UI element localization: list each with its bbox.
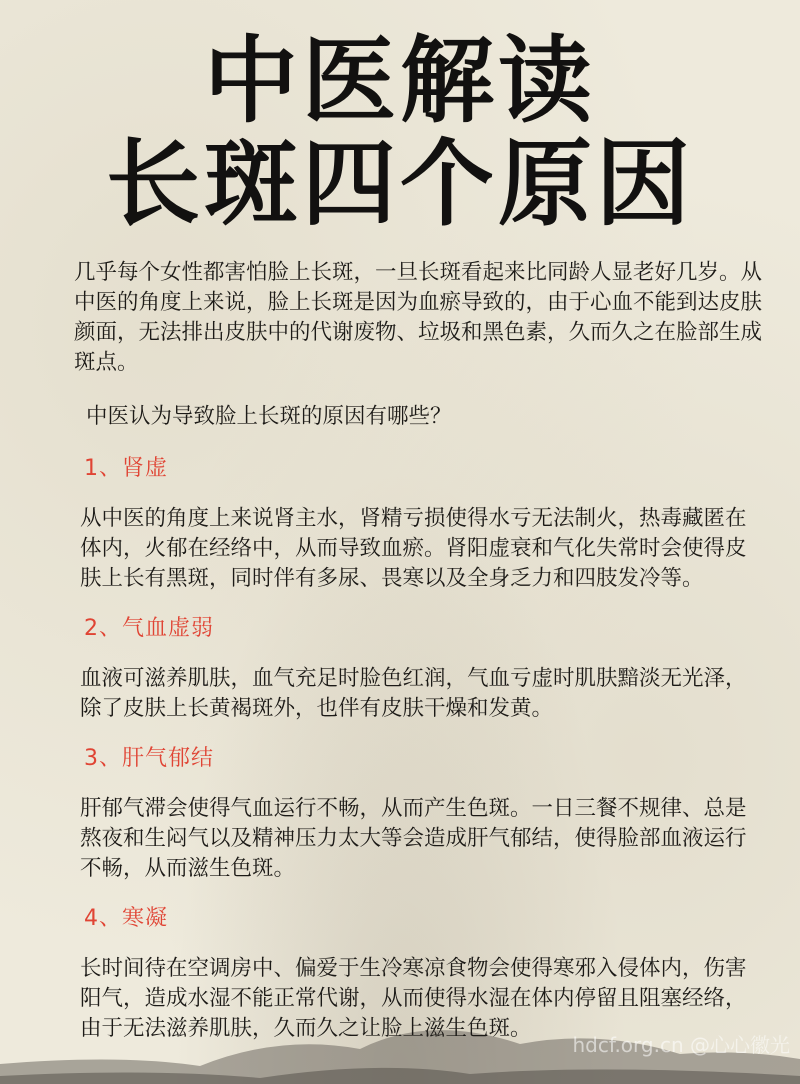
page-title-line1: 中医解读 [203, 26, 596, 136]
section-body-kidney: 从中医的角度上来说肾主水，肾精亏损使得水亏无法制火，热毒藏匿在体内，火郁在经络中，从而导致血瘀。肾阳虚衰和气化失常时会使得皮肤上长有黑斑，同时伴有多尿、畏寒以及全身乏力和四肢发冷等。 [80, 506, 747, 591]
section-heading-qi-blood: 2、气血虚弱 [84, 616, 214, 641]
watermark-text: hdcf.org.cn @心心徽光 [572, 1033, 790, 1057]
section-heading-kidney: 1、肾虚 [84, 456, 168, 481]
question-text: 中医认为导致脸上长斑的原因有哪些？ [86, 404, 452, 429]
article-content [74, 258, 764, 1064]
section-heading-cold: 4、寒凝 [84, 906, 168, 931]
section-heading-liver: 3、肝气郁结 [84, 746, 214, 771]
intro-paragraph: 几乎每个女性都害怕脸上长斑，一旦长斑看起来比同龄人显老好几岁。从中医的角度上来说，脸上长斑是因为血瘀导致的，由于心血不能到达皮肤颜面，无法排出皮肤中的代谢废物、垃圾和黑色素，久而久之在脸部生成斑点。 [74, 260, 763, 375]
section-body-qi-blood: 血液可滋养肌肤，血气充足时脸色红润，气血亏虚时肌肤黯淡无光泽，除了皮肤上长黄褐斑外，也伴有皮肤干燥和发黄。 [80, 666, 747, 721]
page-title-line2: 长斑四个原因 [105, 129, 694, 239]
section-body-cold: 长时间待在空调房中、偏爱于生冷寒凉食物会使得寒邪入侵体内，伤害阳气，造成水湿不能正常代谢，从而使得水湿在体内停留且阻塞经络，由于无法滋养肌肤，久而久之让脸上滋生色斑。 [80, 956, 747, 1041]
section-body-liver: 肝郁气滞会使得气血运行不畅，从而产生色斑。一日三餐不规律、总是熬夜和生闷气以及精神压力太大等会造成肝气郁结，使得脸部血液运行不畅，从而滋生色斑。 [80, 796, 747, 881]
